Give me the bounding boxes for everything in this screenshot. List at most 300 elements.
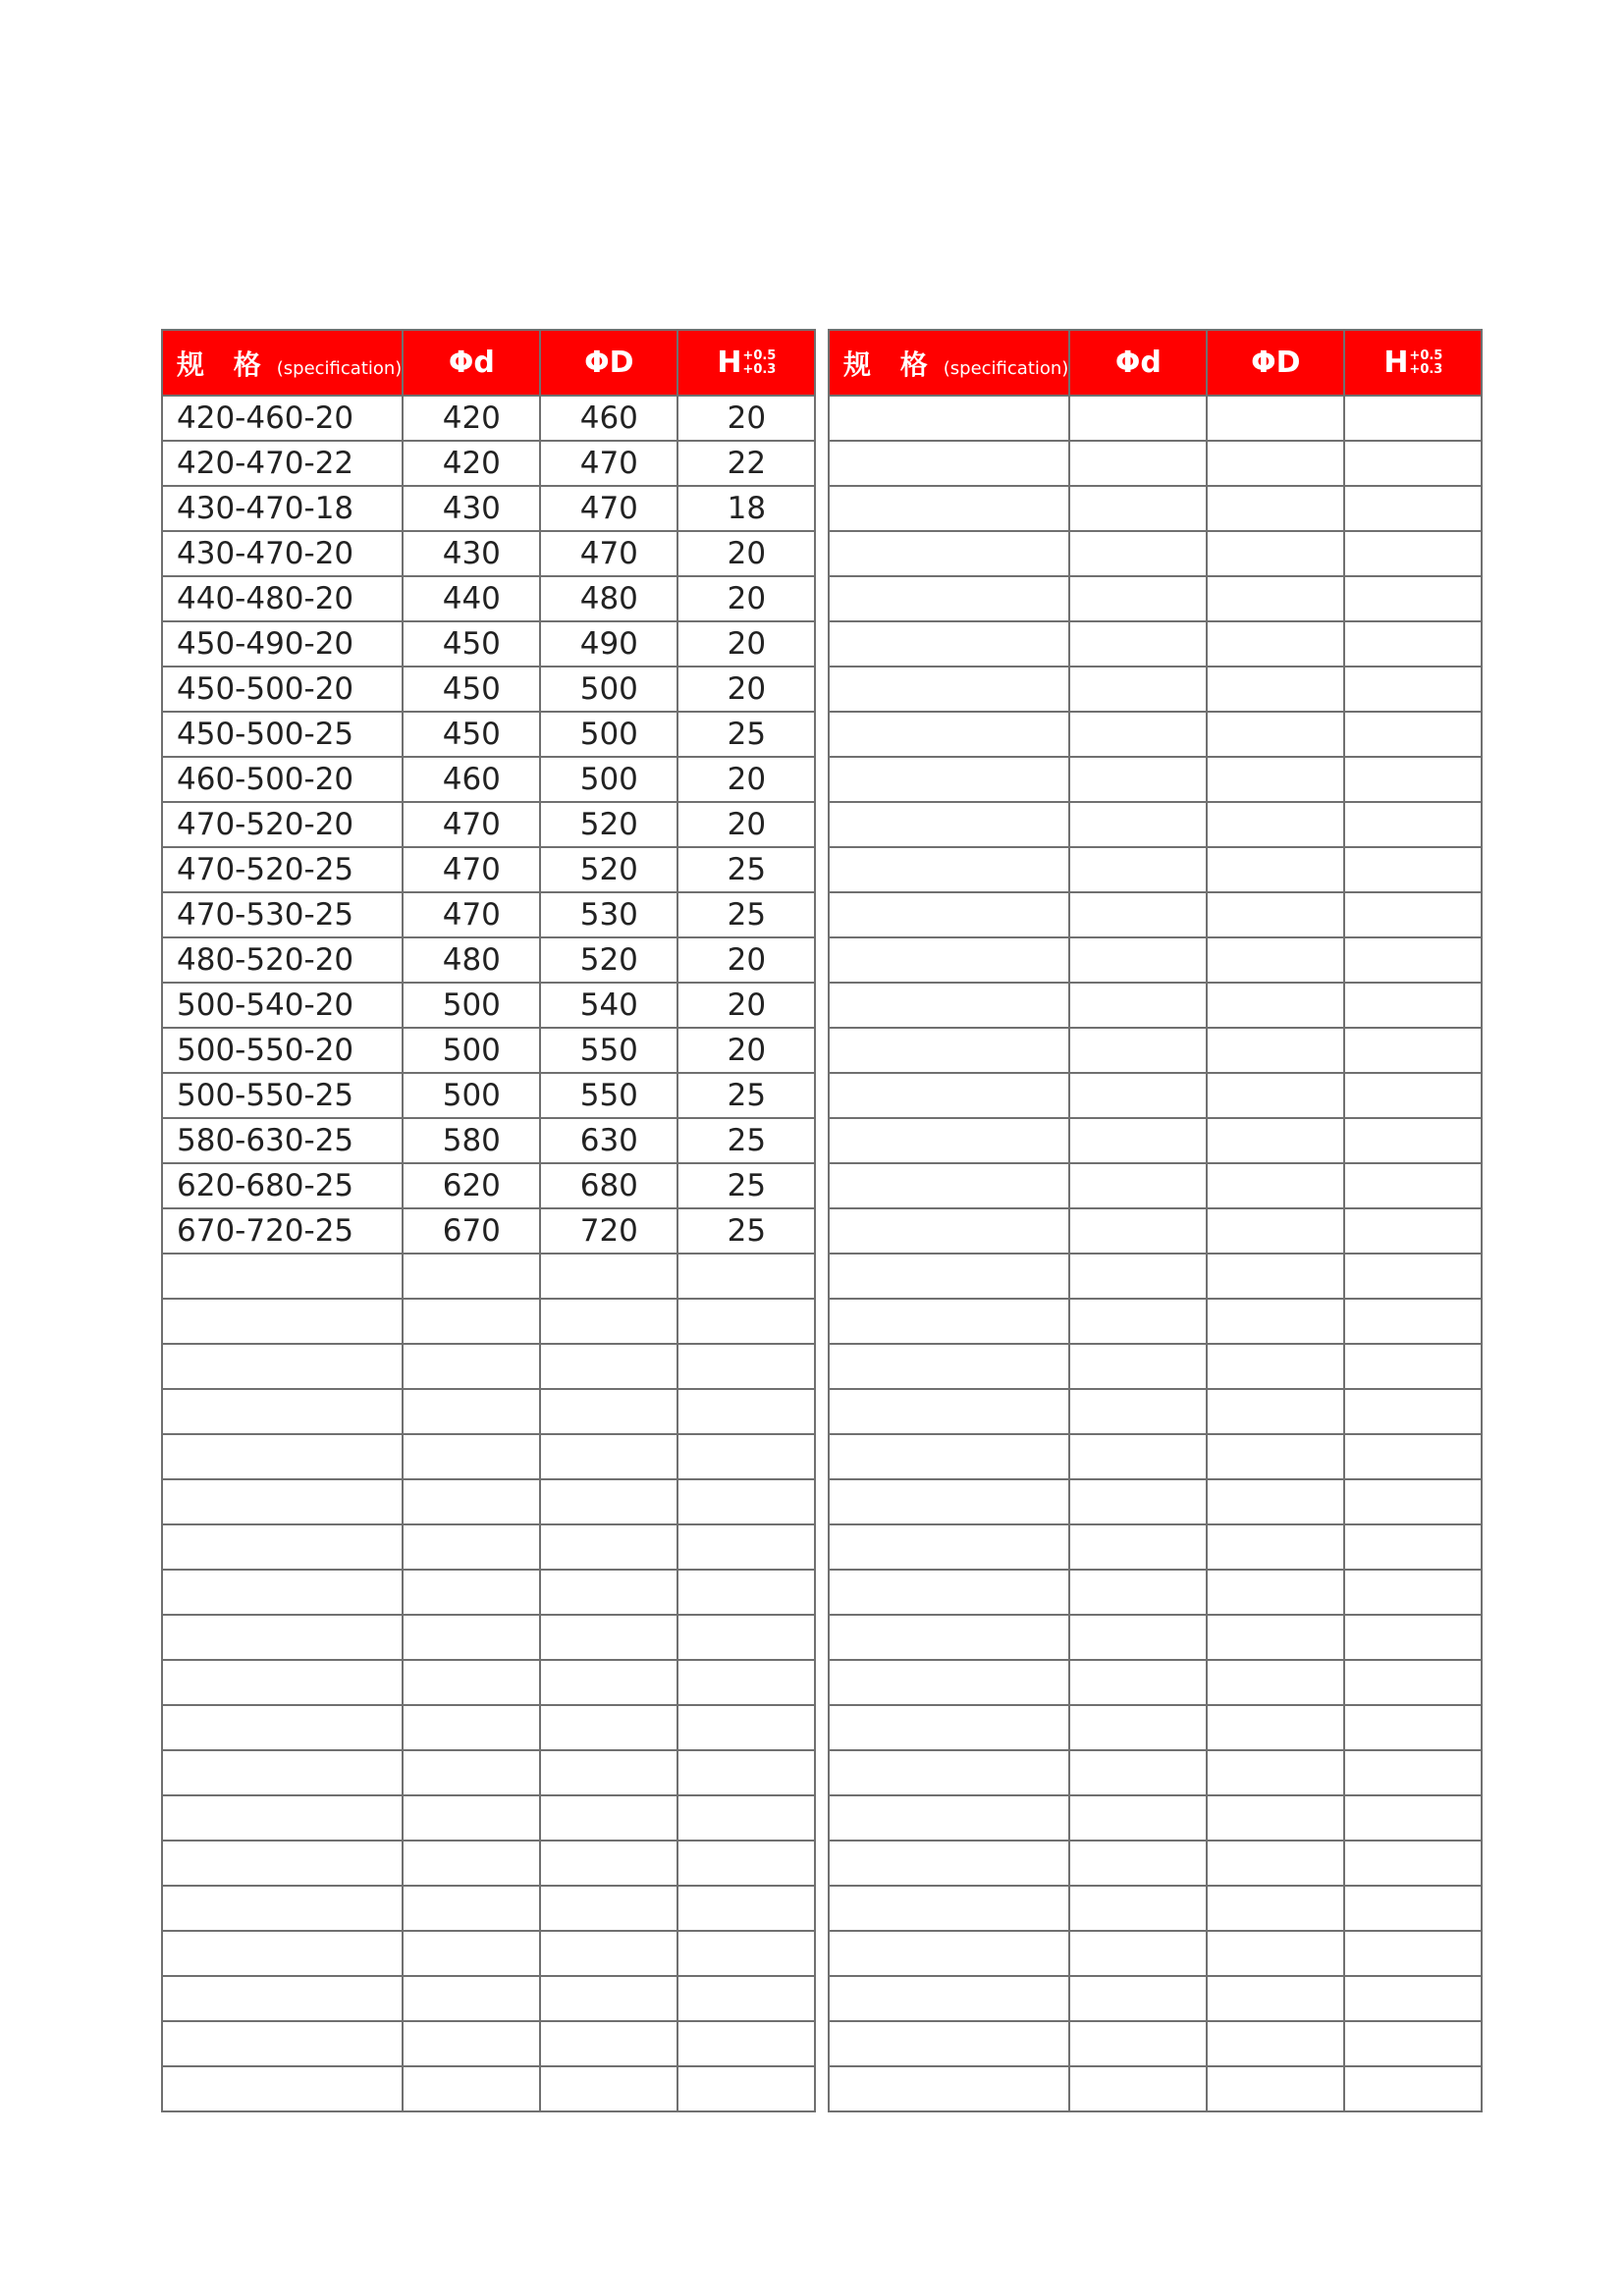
cell-outer-diameter	[1207, 712, 1344, 757]
cell-height	[1344, 1841, 1482, 1886]
cell-inner-diameter: 430	[403, 531, 540, 576]
cell-inner-diameter	[1069, 1976, 1207, 2021]
cell-outer-diameter	[540, 1524, 677, 1570]
table-row	[162, 1299, 815, 1344]
table-row	[162, 937, 815, 983]
cell-outer-diameter	[1207, 1434, 1344, 1479]
spec-label-main: 规 格	[843, 347, 938, 381]
height-tolerance-lower: +0.3	[742, 361, 777, 377]
cell-height	[677, 1524, 815, 1570]
cell-spec: 450-500-20	[162, 667, 403, 712]
table-row	[162, 621, 815, 667]
table-row	[162, 1660, 815, 1705]
cell-outer-diameter	[1207, 486, 1344, 531]
cell-outer-diameter	[540, 1705, 677, 1750]
cell-outer-diameter	[1207, 2021, 1344, 2066]
cell-height: 20	[677, 802, 815, 847]
cell-outer-diameter	[540, 1344, 677, 1389]
cell-inner-diameter	[1069, 1344, 1207, 1389]
cell-spec	[162, 1931, 403, 1976]
cell-height	[1344, 486, 1482, 531]
cell-spec	[829, 1163, 1069, 1208]
cell-spec	[162, 1660, 403, 1705]
table-row	[162, 1389, 815, 1434]
cell-spec: 500-550-25	[162, 1073, 403, 1118]
cell-spec	[829, 802, 1069, 847]
cell-outer-diameter	[1207, 396, 1344, 441]
cell-inner-diameter	[1069, 1841, 1207, 1886]
cell-spec: 620-680-25	[162, 1163, 403, 1208]
cell-height	[677, 1570, 815, 1615]
cell-spec	[829, 712, 1069, 757]
table-row	[829, 1795, 1482, 1841]
cell-outer-diameter	[540, 1479, 677, 1524]
header-row	[162, 330, 815, 396]
cell-outer-diameter	[1207, 441, 1344, 486]
cell-height: 20	[677, 667, 815, 712]
cell-outer-diameter	[1207, 1073, 1344, 1118]
cell-outer-diameter: 470	[540, 486, 677, 531]
cell-height: 18	[677, 486, 815, 531]
cell-outer-diameter	[540, 1795, 677, 1841]
table-row	[829, 441, 1482, 486]
cell-inner-diameter	[403, 1660, 540, 1705]
cell-outer-diameter: 520	[540, 937, 677, 983]
cell-outer-diameter: 520	[540, 847, 677, 892]
cell-inner-diameter: 470	[403, 847, 540, 892]
table-row	[162, 1705, 815, 1750]
cell-inner-diameter	[403, 1931, 540, 1976]
cell-outer-diameter: 500	[540, 667, 677, 712]
cell-outer-diameter	[1207, 1886, 1344, 1931]
cell-height: 20	[677, 396, 815, 441]
cell-outer-diameter	[1207, 1389, 1344, 1434]
table-row	[829, 2021, 1482, 2066]
table-row	[162, 1344, 815, 1389]
cell-inner-diameter	[403, 1886, 540, 1931]
table-row	[829, 1660, 1482, 1705]
table-row	[162, 1615, 815, 1660]
cell-inner-diameter: 470	[403, 892, 540, 937]
cell-inner-diameter: 440	[403, 576, 540, 621]
cell-outer-diameter	[1207, 1208, 1344, 1254]
cell-spec: 470-520-25	[162, 847, 403, 892]
header-spec	[162, 330, 403, 396]
cell-inner-diameter	[1069, 441, 1207, 486]
cell-inner-diameter	[1069, 2021, 1207, 2066]
table-row	[829, 712, 1482, 757]
cell-inner-diameter	[1069, 1208, 1207, 1254]
cell-inner-diameter	[403, 1479, 540, 1524]
cell-outer-diameter: 720	[540, 1208, 677, 1254]
cell-outer-diameter	[540, 1976, 677, 2021]
cell-inner-diameter	[1069, 1750, 1207, 1795]
cell-inner-diameter	[403, 2021, 540, 2066]
cell-height: 20	[677, 576, 815, 621]
cell-height	[677, 1479, 815, 1524]
table-body-left	[162, 396, 815, 2111]
cell-height	[1344, 1524, 1482, 1570]
cell-inner-diameter	[403, 1750, 540, 1795]
cell-spec	[829, 1344, 1069, 1389]
table-row	[162, 802, 815, 847]
cell-spec: 670-720-25	[162, 1208, 403, 1254]
cell-height	[1344, 1208, 1482, 1254]
cell-inner-diameter	[1069, 1570, 1207, 1615]
cell-outer-diameter	[540, 2066, 677, 2111]
cell-outer-diameter	[1207, 1795, 1344, 1841]
table-row	[829, 1073, 1482, 1118]
cell-spec	[829, 441, 1069, 486]
cell-outer-diameter: 490	[540, 621, 677, 667]
cell-inner-diameter: 450	[403, 667, 540, 712]
cell-spec	[829, 1118, 1069, 1163]
cell-spec	[162, 1795, 403, 1841]
table-row	[829, 1118, 1482, 1163]
cell-outer-diameter: 530	[540, 892, 677, 937]
table-row	[829, 1254, 1482, 1299]
table-body-right	[829, 396, 1482, 2111]
cell-height	[1344, 1073, 1482, 1118]
cell-outer-diameter	[1207, 892, 1344, 937]
table-row	[829, 802, 1482, 847]
cell-inner-diameter	[1069, 1705, 1207, 1750]
cell-spec	[829, 1389, 1069, 1434]
cell-spec	[829, 1028, 1069, 1073]
cell-height	[677, 1615, 815, 1660]
table-row	[829, 1615, 1482, 1660]
cell-inner-diameter	[1069, 486, 1207, 531]
spec-label-sub: (specification)	[943, 357, 1069, 379]
table-row	[162, 1118, 815, 1163]
cell-spec	[829, 1434, 1069, 1479]
cell-height	[1344, 1660, 1482, 1705]
cell-spec	[162, 1389, 403, 1434]
cell-height: 25	[677, 892, 815, 937]
table-row	[162, 1208, 815, 1254]
cell-height: 22	[677, 441, 815, 486]
cell-inner-diameter	[1069, 1434, 1207, 1479]
cell-inner-diameter	[1069, 621, 1207, 667]
cell-spec	[162, 1976, 403, 2021]
cell-spec: 480-520-20	[162, 937, 403, 983]
cell-inner-diameter	[1069, 576, 1207, 621]
cell-outer-diameter	[540, 1570, 677, 1615]
cell-outer-diameter	[1207, 1299, 1344, 1344]
table-row	[162, 1073, 815, 1118]
cell-inner-diameter	[403, 1615, 540, 1660]
cell-height	[1344, 1976, 1482, 2021]
cell-spec: 430-470-18	[162, 486, 403, 531]
cell-height	[1344, 1299, 1482, 1344]
table-row	[829, 1750, 1482, 1795]
cell-outer-diameter	[1207, 1118, 1344, 1163]
header-height	[1344, 330, 1482, 396]
cell-height	[677, 1389, 815, 1434]
table-row	[162, 1479, 815, 1524]
cell-inner-diameter: 420	[403, 396, 540, 441]
table-row	[829, 1163, 1482, 1208]
cell-inner-diameter	[1069, 531, 1207, 576]
cell-inner-diameter	[1069, 1524, 1207, 1570]
cell-height	[1344, 1389, 1482, 1434]
cell-height: 20	[677, 757, 815, 802]
cell-outer-diameter	[1207, 802, 1344, 847]
table-row	[829, 2066, 1482, 2111]
table-row	[162, 486, 815, 531]
cell-spec	[829, 621, 1069, 667]
cell-spec	[829, 2066, 1069, 2111]
table-row	[829, 486, 1482, 531]
header-inner-diameter: Φd	[403, 330, 540, 396]
cell-spec	[829, 396, 1069, 441]
cell-outer-diameter: 630	[540, 1118, 677, 1163]
cell-inner-diameter	[1069, 1886, 1207, 1931]
spec-table-right	[828, 329, 1483, 2112]
cell-inner-diameter	[1069, 1254, 1207, 1299]
cell-spec	[162, 1299, 403, 1344]
cell-height	[1344, 1615, 1482, 1660]
cell-height	[1344, 441, 1482, 486]
cell-height	[1344, 1434, 1482, 1479]
table-row	[162, 847, 815, 892]
cell-height	[677, 1750, 815, 1795]
cell-height	[677, 2066, 815, 2111]
cell-spec	[829, 667, 1069, 712]
cell-height	[1344, 1028, 1482, 1073]
cell-height: 25	[677, 712, 815, 757]
table-row	[829, 1479, 1482, 1524]
cell-outer-diameter	[1207, 1524, 1344, 1570]
cell-spec	[162, 1570, 403, 1615]
table-row	[162, 1570, 815, 1615]
table-row	[829, 531, 1482, 576]
cell-outer-diameter: 550	[540, 1028, 677, 1073]
cell-inner-diameter: 470	[403, 802, 540, 847]
cell-outer-diameter	[540, 1254, 677, 1299]
cell-outer-diameter	[1207, 2066, 1344, 2111]
cell-inner-diameter	[1069, 847, 1207, 892]
cell-spec	[829, 1750, 1069, 1795]
cell-height	[1344, 937, 1482, 983]
cell-inner-diameter	[403, 2066, 540, 2111]
cell-spec: 450-490-20	[162, 621, 403, 667]
cell-height	[677, 1299, 815, 1344]
cell-outer-diameter	[1207, 757, 1344, 802]
cell-outer-diameter	[1207, 847, 1344, 892]
cell-spec	[162, 1254, 403, 1299]
cell-spec: 580-630-25	[162, 1118, 403, 1163]
cell-inner-diameter	[403, 1705, 540, 1750]
table-row	[162, 531, 815, 576]
cell-outer-diameter	[1207, 1163, 1344, 1208]
cell-height	[1344, 847, 1482, 892]
table-row	[829, 937, 1482, 983]
cell-inner-diameter	[403, 1841, 540, 1886]
cell-inner-diameter: 480	[403, 937, 540, 983]
cell-spec: 420-470-22	[162, 441, 403, 486]
table-row	[162, 1254, 815, 1299]
cell-spec: 430-470-20	[162, 531, 403, 576]
table-row	[162, 712, 815, 757]
cell-spec	[829, 937, 1069, 983]
table-row	[829, 1434, 1482, 1479]
cell-outer-diameter	[540, 1615, 677, 1660]
table-row	[829, 396, 1482, 441]
cell-height	[1344, 1118, 1482, 1163]
table-row	[162, 396, 815, 441]
cell-height	[677, 1886, 815, 1931]
height-letter: H	[1383, 346, 1409, 380]
cell-spec: 440-480-20	[162, 576, 403, 621]
cell-height	[677, 2021, 815, 2066]
cell-outer-diameter	[1207, 1254, 1344, 1299]
spec-label-main: 规 格	[177, 347, 271, 381]
cell-inner-diameter	[1069, 983, 1207, 1028]
cell-inner-diameter: 460	[403, 757, 540, 802]
cell-height: 20	[677, 1028, 815, 1073]
cell-height	[1344, 1479, 1482, 1524]
cell-outer-diameter	[1207, 1570, 1344, 1615]
cell-outer-diameter	[540, 1931, 677, 1976]
cell-height	[1344, 396, 1482, 441]
cell-outer-diameter: 460	[540, 396, 677, 441]
cell-outer-diameter: 470	[540, 531, 677, 576]
cell-height	[677, 1976, 815, 2021]
cell-inner-diameter: 430	[403, 486, 540, 531]
cell-outer-diameter: 480	[540, 576, 677, 621]
table-row	[829, 1886, 1482, 1931]
cell-outer-diameter	[540, 2021, 677, 2066]
table-row	[829, 1208, 1482, 1254]
cell-inner-diameter: 420	[403, 441, 540, 486]
cell-inner-diameter: 670	[403, 1208, 540, 1254]
table-row	[829, 1344, 1482, 1389]
cell-inner-diameter: 500	[403, 983, 540, 1028]
spec-table-left	[161, 329, 816, 2112]
table-row	[162, 1434, 815, 1479]
cell-inner-diameter	[1069, 667, 1207, 712]
table-row	[829, 1570, 1482, 1615]
cell-outer-diameter: 500	[540, 757, 677, 802]
table-row	[829, 621, 1482, 667]
cell-height	[1344, 1163, 1482, 1208]
height-letter: H	[717, 346, 742, 380]
cell-height	[1344, 712, 1482, 757]
cell-inner-diameter	[1069, 937, 1207, 983]
cell-spec	[829, 1976, 1069, 2021]
cell-outer-diameter	[1207, 983, 1344, 1028]
cell-spec	[162, 1434, 403, 1479]
cell-height	[677, 1841, 815, 1886]
cell-height	[677, 1705, 815, 1750]
cell-height	[1344, 1254, 1482, 1299]
cell-inner-diameter	[1069, 1073, 1207, 1118]
table-row	[829, 983, 1482, 1028]
cell-height: 25	[677, 847, 815, 892]
cell-spec	[829, 1479, 1069, 1524]
table-row	[162, 1750, 815, 1795]
cell-inner-diameter	[403, 1976, 540, 2021]
cell-height	[1344, 621, 1482, 667]
table-row	[162, 1524, 815, 1570]
cell-outer-diameter	[540, 1299, 677, 1344]
cell-inner-diameter	[1069, 1795, 1207, 1841]
cell-inner-diameter	[1069, 1299, 1207, 1344]
cell-spec: 470-520-20	[162, 802, 403, 847]
cell-height	[1344, 892, 1482, 937]
cell-inner-diameter	[1069, 1028, 1207, 1073]
cell-outer-diameter	[1207, 1028, 1344, 1073]
cell-outer-diameter	[1207, 1931, 1344, 1976]
cell-height	[677, 1795, 815, 1841]
cell-outer-diameter	[1207, 667, 1344, 712]
cell-height	[1344, 1886, 1482, 1931]
table-row	[829, 1389, 1482, 1434]
cell-spec	[162, 1705, 403, 1750]
cell-spec	[829, 1705, 1069, 1750]
cell-spec: 500-550-20	[162, 1028, 403, 1073]
cell-outer-diameter: 470	[540, 441, 677, 486]
table-row	[829, 1976, 1482, 2021]
cell-inner-diameter	[1069, 1615, 1207, 1660]
cell-height: 20	[677, 531, 815, 576]
cell-inner-diameter	[403, 1299, 540, 1344]
cell-spec: 450-500-25	[162, 712, 403, 757]
cell-spec	[829, 2021, 1069, 2066]
table-row	[162, 1886, 815, 1931]
table-row	[162, 1028, 815, 1073]
cell-inner-diameter	[403, 1524, 540, 1570]
cell-height	[1344, 1750, 1482, 1795]
height-tolerance-upper: +0.5	[742, 347, 777, 363]
cell-inner-diameter	[1069, 892, 1207, 937]
cell-inner-diameter	[403, 1795, 540, 1841]
cell-inner-diameter	[403, 1570, 540, 1615]
table-row	[162, 2021, 815, 2066]
cell-height	[1344, 667, 1482, 712]
cell-spec	[162, 1615, 403, 1660]
cell-spec	[829, 1841, 1069, 1886]
table-row	[162, 892, 815, 937]
cell-outer-diameter	[540, 1841, 677, 1886]
cell-outer-diameter	[540, 1660, 677, 1705]
cell-inner-diameter	[403, 1389, 540, 1434]
cell-outer-diameter	[1207, 621, 1344, 667]
cell-spec	[829, 1931, 1069, 1976]
cell-height: 20	[677, 621, 815, 667]
cell-spec: 500-540-20	[162, 983, 403, 1028]
cell-outer-diameter: 520	[540, 802, 677, 847]
cell-outer-diameter	[1207, 1479, 1344, 1524]
cell-height: 25	[677, 1163, 815, 1208]
table-row	[829, 1524, 1482, 1570]
table-row	[162, 667, 815, 712]
table-row	[829, 847, 1482, 892]
table-row	[162, 1841, 815, 1886]
cell-height	[1344, 1344, 1482, 1389]
cell-spec	[829, 486, 1069, 531]
table-row	[162, 1976, 815, 2021]
cell-height	[1344, 983, 1482, 1028]
cell-height	[1344, 576, 1482, 621]
cell-spec	[829, 983, 1069, 1028]
cell-height	[1344, 757, 1482, 802]
cell-height	[1344, 531, 1482, 576]
cell-outer-diameter	[1207, 1344, 1344, 1389]
cell-spec: 420-460-20	[162, 396, 403, 441]
cell-height: 25	[677, 1118, 815, 1163]
